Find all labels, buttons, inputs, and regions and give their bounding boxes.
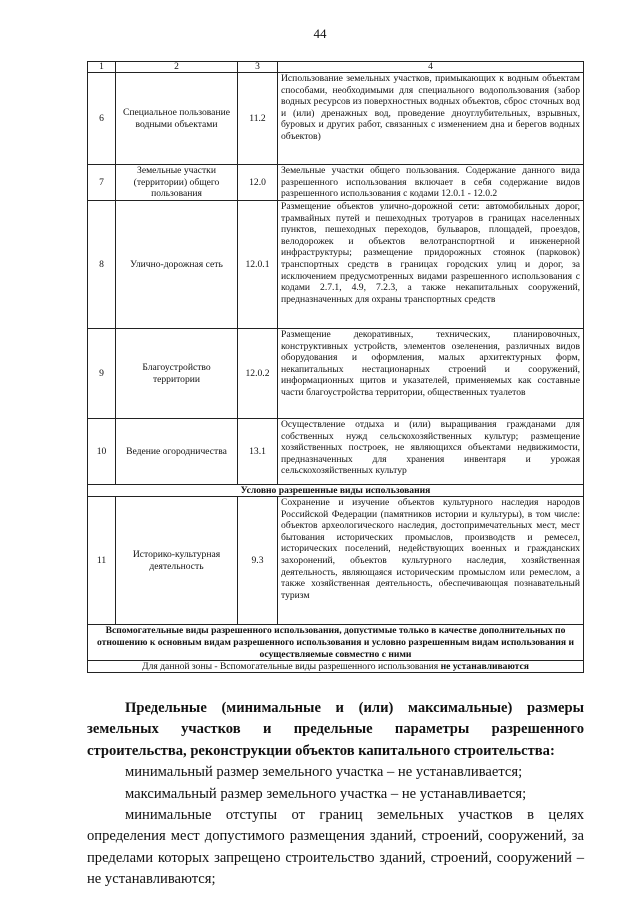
use-type-description: Использование земельных участков, примыкающих к водным объектам способами, необходимыми для специального водопользования (забор водных ресурсов из поверхностных водных объектов, сброс сточных вод и (или) дренажных вод, проведение дноуглубительных, взрывных, буровых и других работ, связанных с изменением дна и берегов водных объектов) bbox=[278, 73, 584, 165]
auxiliary-section-title: Вспомогательные виды разрешенного использования, допустимые только в качестве дополнительных по отношению к основным видам разрешенного использования и условно разрешенным видам использования и осуществляемые совместно с ними bbox=[88, 625, 584, 661]
body-text bbox=[87, 698, 584, 891]
use-type-code: 13.1 bbox=[238, 419, 278, 485]
use-type-description: Осуществление отдыха и (или) выращивания гражданами для собственных нужд сельскохозяйственных культур; размещение хозяйственных построек, не являющихся объектами недвижимости, предназначенных для хранения инвентаря и урожая сельскохозяйственных культур bbox=[278, 419, 584, 485]
use-type-description: Размещение декоративных, технических, планировочных, конструктивных устройств, элементов озеленения, различных видов оборудования и оформления, малых архитектурных форм, некапитальных нестационарных строений и сооружений, информационных щитов и указателей, применяемых как составные части благоустройства территории, общественных туалетов bbox=[278, 329, 584, 419]
paragraph: максимальный размер земельного участка – не устанавливается; bbox=[125, 785, 527, 802]
row-number: 9 bbox=[88, 329, 116, 419]
table-row bbox=[88, 165, 584, 201]
use-type-description: Размещение объектов улично-дорожной сети: автомобильных дорог, трамвайных путей и пешеходных тротуаров в границах населенных пунктов, пешеходных переходов, бульваров, площадей, проездов, велодорожек и объектов велотранспортной и инженерной инфраструктуры; размещение придорожных стоянок (парковок) транспортных средств в границах городских улиц и дорог, за исключением предусмотренных видами разрешенного использования с кодами 2.7.1, 4.9, 7.2.3, а также некапитальных сооружений, предназначенных для охраны транспортных средств bbox=[278, 201, 584, 329]
use-type-name: Специальное пользование водными объектами bbox=[116, 73, 238, 165]
table-row bbox=[88, 497, 584, 625]
heading-line: Предельные (минимальные и (или) максимальные) размеры bbox=[125, 700, 584, 716]
final-note bbox=[88, 661, 584, 673]
page-number: 44 bbox=[313, 26, 327, 41]
row-number: 8 bbox=[88, 201, 116, 329]
use-type-description: Земельные участки общего пользования. Содержание данного вида разрешенного использования включает в себя содержание видов разрешенного использования с кодами 12.0.1 - 12.0.2 bbox=[278, 165, 584, 201]
use-type-name: Улично-дорожная сеть bbox=[116, 201, 238, 329]
use-type-description: Сохранение и изучение объектов культурного наследия народов Российской Федерации (памятников истории и культуры), в том числе: объектов археологического наследия, достопримечательных мест, мест бытования исторических промыслов, производств и ремесел, исторических поселений, недействующих военных и гражданских захоронений, объектов культурного наследия, хозяйственная деятельность, являющаяся историческим промыслом или ремеслом, а также хозяйственная деятельность, обеспечивающая познавательный туризм bbox=[278, 497, 584, 625]
row-number: 11 bbox=[88, 497, 116, 625]
final-note-prefix: Для данной зоны - Вспомогательные виды разрешенного использования bbox=[142, 661, 439, 673]
use-type-code: 9.3 bbox=[238, 497, 278, 625]
col-header-4: 4 bbox=[278, 62, 584, 73]
conditional-section-row bbox=[88, 485, 584, 497]
table-row bbox=[88, 73, 584, 165]
row-number: 10 bbox=[88, 419, 116, 485]
heading-line: строительства, реконструкции объектов капитального строительства: bbox=[87, 742, 555, 759]
use-type-name: Историко-культурная деятельность bbox=[116, 497, 238, 625]
col-header-3: 3 bbox=[238, 62, 278, 73]
use-type-name: Благоустройство территории bbox=[116, 329, 238, 419]
limits-heading bbox=[87, 698, 584, 762]
table-row bbox=[88, 419, 584, 485]
table-row bbox=[88, 329, 584, 419]
final-note-row bbox=[88, 661, 584, 673]
col-header-1: 1 bbox=[88, 62, 116, 73]
row-number: 6 bbox=[88, 73, 116, 165]
use-type-code: 12.0 bbox=[238, 165, 278, 201]
use-type-code: 12.0.2 bbox=[238, 329, 278, 419]
use-type-code: 12.0.1 bbox=[238, 201, 278, 329]
paragraph: минимальные отступы от границ земельных участков в целях определения мест допустимого размещения зданий, строений, сооружений, за пределами которых запрещено строительство зданий, строений, сооружений – не устанавливаются; bbox=[87, 807, 584, 888]
use-type-code: 11.2 bbox=[238, 73, 278, 165]
use-type-name: Земельные участки (территории) общего пользования bbox=[116, 165, 238, 201]
final-note-emphasis: не устанавливаются bbox=[440, 661, 529, 673]
conditional-section-title: Условно разрешенные виды использования bbox=[88, 485, 584, 497]
table-header-row bbox=[88, 62, 584, 73]
paragraph: минимальный размер земельного участка – не устанавливается; bbox=[125, 764, 523, 781]
heading-line: земельных участков и предельные параметры разрешенного bbox=[87, 721, 584, 738]
table-row bbox=[88, 201, 584, 329]
col-header-2: 2 bbox=[116, 62, 238, 73]
use-type-name: Ведение огородничества bbox=[116, 419, 238, 485]
row-number: 7 bbox=[88, 165, 116, 201]
auxiliary-section-row bbox=[88, 625, 584, 661]
permitted-use-table bbox=[87, 61, 584, 673]
